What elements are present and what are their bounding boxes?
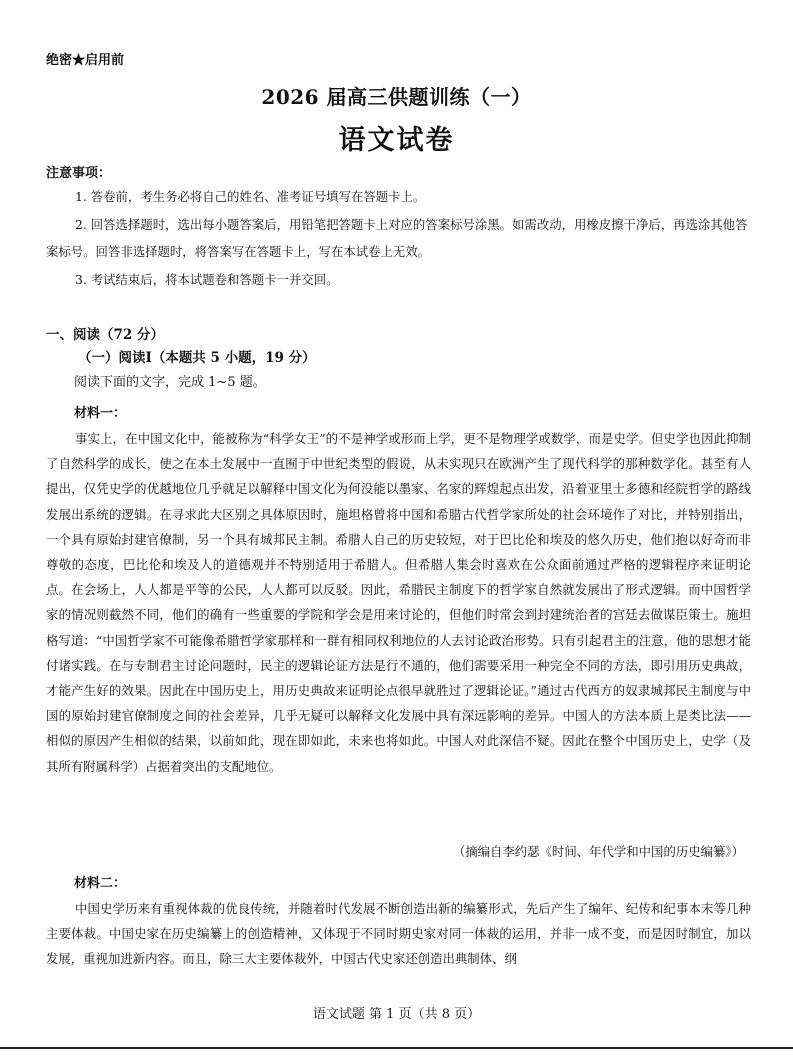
notes-heading: 注意事项： <box>46 166 112 181</box>
material-2-label: 材料二： <box>74 876 127 891</box>
exam-title: 2026 届高三供题训练（一） <box>261 85 532 109</box>
section-title: 一、阅读（72 分） <box>46 327 164 343</box>
note-item-2: 2. 回答选择题时，选出每小题答案后，用铅笔把答题卡上对应的答案标号涂黑。如需改动，用橡皮擦干净后，再选涂其他答案标号。回答非选择题时，将答案写在答题卡上，写在本试卷上无效。 <box>46 217 748 259</box>
subject-title: 语文试卷 <box>338 125 455 156</box>
note-item-3: 3. 考试结束后，将本试题卷和答题卡一并交回。 <box>75 272 339 287</box>
subsection-title: （一）阅读Ⅰ（本题共 5 小题，19 分） <box>78 350 316 366</box>
secrecy-label: 绝密★启用前 <box>46 53 125 68</box>
material-2-text: 中国史学历来有重视体裁的优良传统，并随着时代发展不断创造出新的编纂形式，先后产生了编年、纪传和纪事本末等几种主要体裁。中国史家在历史编纂上的创造精神，又体现于不同时期史家对同一体裁的运用，并非一成不变，而是因时制宜，加以发展，重视加进新内容。而且，除三大主要体裁外，中国古代史家还创造出典制体、纲 <box>46 901 751 967</box>
page-footer: 语文试题 第 1 页（共 8 页） <box>312 1007 481 1022</box>
note-item-1: 1. 答卷前，考生务必将自己的姓名、准考证号填写在答题卡上。 <box>75 189 426 204</box>
material-1-citation: （摘编自李约瑟《时间、年代学和中国的历史编纂》） <box>452 844 744 859</box>
material-1-text: 事实上，在中国文化中，能被称为“科学女王”的不是神学或形而上学，更不是物理学或数学，而是史学。但史学也因此抑制了自然科学的成长，使之在本土发展中一直囿于中世纪类型的假说，从未实现只在欧洲产生了现代科学的那种数学化。甚至有人提出，仅凭史学的优越地位几乎就足以解释中国文化为何没能以墨家、名家的辉煌起点出发，沿着亚里士多德和经院哲学的路线发展出系统的逻辑。在寻求此大区别之具体原因时，施坦格曾将中国和希腊古代哲学家所处的社会环境作了对比，并特别指出，一个具有原始封建官僚制，另一个具有城邦民主制。希腊人自己的历史较短，对于巴比伦和埃及的悠久历史，他们抱以好奇而非尊敬的态度，巴比伦和埃及人的道德观并不特别适用于希腊人。但希腊人集会时喜欢在公众面前通过严格的逻辑程序来证明论点。在会场上，人人都是平等的公民，人人都可以反驳。因此，希腊民主制度下的哲学家自然就发展出了形式逻辑。而中国哲学家的情况则截然不同，他们的确有一些重要的学院和学会是用来讨论的，但他们时常会到封建统治者的宫廷去做谋臣策士。施坦格写道：“中国哲学家不可能像希腊哲学家那样和一群有相同权利地位的人去讨论政治形势。只有引起君主的注意，他的思想才能付诸实践。在与专制君主讨论问题时，民主的逻辑论证方法是行不通的，他们需要采用一种完全不同的方法，即引用历史典故，才能产生好的效果。因此在中国历史上，用历史典故来证明论点很早就胜过了逻辑论证。”通过古代西方的奴隶城邦民主制度与中国的原始封建官僚制度之间的社会差异，几乎无疑可以解释文化发展中具有深远影响的差异。中国人的方法本质上是类比法——相似的原因产生相似的结果，以前如此，现在即如此，未来也将如此。中国人对此深信不疑。因此在整个中国历史上，史学（及其所有附属科学）占据着突出的支配地位。 <box>46 431 751 774</box>
material-1-label: 材料一： <box>74 406 127 421</box>
reading-instruction: 阅读下面的文字，完成 1~5 题。 <box>74 375 266 390</box>
bottom-divider <box>0 1047 793 1049</box>
